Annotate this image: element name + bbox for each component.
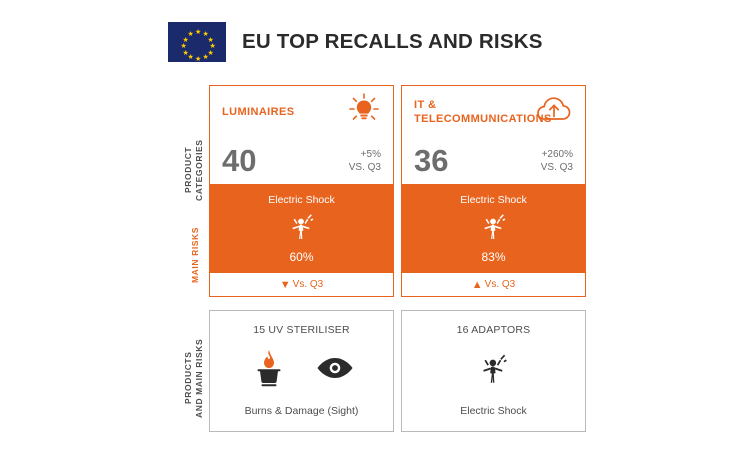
header <box>168 22 543 62</box>
delta-value: +5% <box>360 148 381 160</box>
trend-label: Vs. Q3 <box>484 279 516 290</box>
side-label-products-and-main-risks: PRODUCTS AND MAIN RISKS <box>183 338 204 418</box>
main-risk-box <box>401 185 586 273</box>
trend-bar <box>401 273 586 297</box>
trend-bar <box>209 273 394 297</box>
recall-count: 36 <box>414 143 449 178</box>
main-risk-name: Electric Shock <box>268 194 335 206</box>
arrow-up-icon: ▲ <box>471 278 483 291</box>
recall-count-box <box>401 137 586 185</box>
main-risk-percent: 83% <box>481 250 506 264</box>
cloud-upload-icon <box>533 93 573 130</box>
main-risk-percent: 60% <box>289 250 314 264</box>
electric-shock-icon <box>479 209 509 248</box>
eye-icon <box>315 354 355 387</box>
burn-fire-icon <box>249 348 289 393</box>
recall-delta <box>541 148 573 174</box>
eu-flag-icon: ★ ★ ★ ★ ★ ★ ★ ★ ★ ★ ★ ★ <box>168 22 226 62</box>
side-label-product-categories: PRODUCT CATEGORIES <box>183 139 204 201</box>
prod-box <box>401 310 586 432</box>
category-column-luminaires <box>209 85 394 297</box>
product-icon-row <box>477 348 511 393</box>
category-name: IT & TELECOMMUNICATIONS <box>414 98 552 125</box>
delta-value: +260% <box>541 148 573 160</box>
category-column-it-telecom <box>401 85 586 297</box>
category-header <box>401 85 586 137</box>
prod-box <box>209 310 394 432</box>
product-title: 15 UV STERILISER <box>253 324 350 336</box>
arrow-down-icon: ▼ <box>279 278 291 291</box>
side-label-main-risks: MAIN RISKS <box>190 226 200 284</box>
recall-delta <box>349 148 381 174</box>
product-card-luminaires <box>209 310 394 432</box>
main-risk-box <box>209 185 394 273</box>
lightbulb-icon <box>347 92 381 131</box>
page-title: EU TOP RECALLS AND RISKS <box>242 30 543 53</box>
electric-shock-icon <box>287 209 317 248</box>
trend-label: Vs. Q3 <box>292 279 324 290</box>
recall-count-box <box>209 137 394 185</box>
product-caption: Electric Shock <box>460 405 527 417</box>
recall-count: 40 <box>222 143 257 178</box>
product-caption: Burns & Damage (Sight) <box>244 405 359 417</box>
delta-compare: VS. Q3 <box>348 161 381 173</box>
product-title: 16 ADAPTORS <box>456 324 531 336</box>
product-card-it-telecom <box>401 310 586 432</box>
category-name: LUMINAIRES <box>222 105 295 118</box>
main-risk-name: Electric Shock <box>460 194 527 206</box>
electric-shock-icon <box>477 348 511 393</box>
category-header <box>209 85 394 137</box>
delta-compare: VS. Q3 <box>540 161 573 173</box>
product-icon-row <box>249 348 355 393</box>
